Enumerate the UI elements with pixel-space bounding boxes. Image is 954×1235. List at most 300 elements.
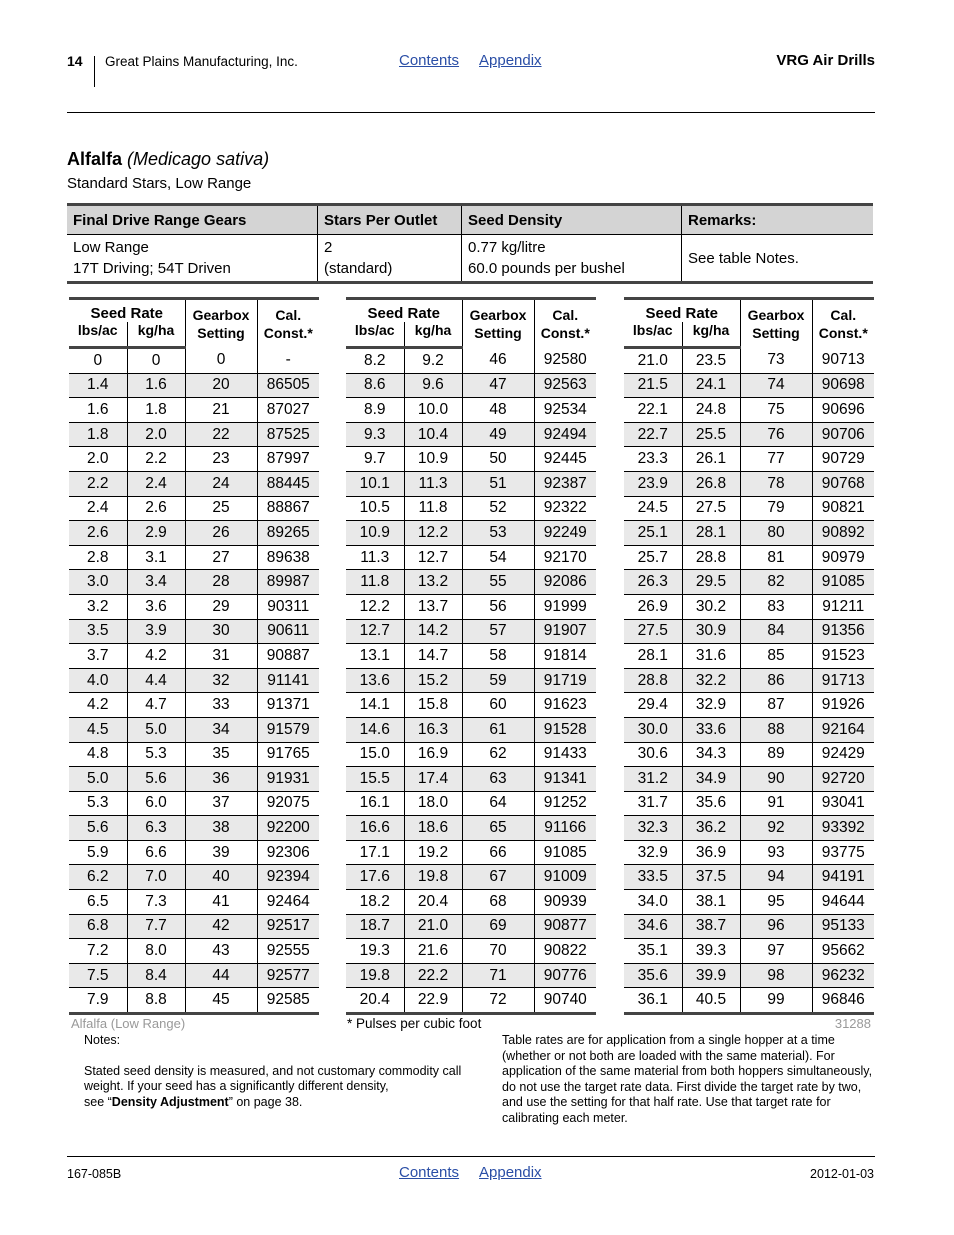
- kg-ha-cell: 22.2: [404, 963, 462, 988]
- cal-const-cell: 91579: [257, 717, 319, 742]
- table-row: [346, 570, 596, 595]
- table-row: [69, 767, 319, 792]
- kg-ha-cell: 2.4: [127, 471, 185, 496]
- kg-ha-cell: 32.9: [682, 693, 740, 718]
- table-row: [346, 865, 596, 890]
- gearbox-setting-cell: 39: [185, 840, 257, 865]
- density-adjustment-ref: Density Adjustment: [111, 1094, 229, 1109]
- gearbox-setting-cell: 47: [462, 373, 534, 398]
- table-row: [346, 619, 596, 644]
- footnote-pulses: * Pulses per cubic foot: [347, 1016, 482, 1031]
- table-row: [624, 717, 874, 742]
- lbs-ac-cell: 36.1: [637, 991, 668, 1009]
- table-row: [624, 914, 874, 939]
- lbs-ac-cell: 14.6: [346, 717, 404, 742]
- cal-const-cell: 92394: [257, 865, 319, 890]
- lbs-ac-cell: 4.8: [86, 745, 109, 763]
- table-row: [69, 816, 319, 841]
- table-row: [346, 594, 596, 619]
- table-row: [346, 545, 596, 570]
- lbs-ac-cell: 5.6: [69, 816, 127, 841]
- header-contents-link[interactable]: Contents: [399, 52, 460, 69]
- lbs-ac-cell: 2.8: [86, 548, 109, 566]
- cal-const-cell: 87997: [257, 447, 319, 472]
- lbs-ac-cell: 2.6: [69, 521, 127, 546]
- cal-const-header: Cal. Const.*: [812, 299, 874, 348]
- notes-left: [84, 1033, 474, 1110]
- table-row: [346, 373, 596, 398]
- cal-const-cell: 92720: [812, 767, 874, 792]
- gearbox-setting-cell: 49: [462, 422, 534, 447]
- cal-const-cell: 91211: [812, 594, 874, 619]
- crop-latin-name: (Medicago sativa): [127, 149, 270, 169]
- revision-date: 2012-01-03: [810, 1167, 874, 1181]
- kg-ha-cell: 25.5: [682, 422, 740, 447]
- cal-const-cell: 92580: [534, 348, 596, 374]
- gearbox-setting-cell: 72: [462, 988, 534, 1014]
- lbs-ac-cell: 8.6: [346, 373, 404, 398]
- gearbox-setting-cell: 52: [462, 496, 534, 521]
- cal-const-header: Cal. Const.*: [257, 299, 319, 348]
- table-row: [624, 742, 874, 767]
- table-row: [624, 496, 874, 521]
- gearbox-setting-cell: 24: [185, 471, 257, 496]
- table-row: [624, 471, 874, 496]
- table-row: [624, 865, 874, 890]
- lbs-ac-cell: 5.9: [86, 843, 109, 861]
- gearbox-setting-cell: 46: [462, 348, 534, 374]
- kg-ha-cell: 20.4: [404, 890, 462, 915]
- table-row: [346, 988, 596, 1014]
- gearbox-setting-cell: 95: [740, 890, 812, 915]
- table-row: [346, 693, 596, 718]
- gearbox-setting-cell: 31: [185, 644, 257, 669]
- kg-ha-cell: 7.7: [127, 914, 185, 939]
- cal-const-cell: 94644: [812, 890, 874, 915]
- cal-const-header: Cal. Const.*: [534, 299, 596, 348]
- table-row: [624, 890, 874, 915]
- table-row: [346, 890, 596, 915]
- cal-const-cell: 91814: [534, 644, 596, 669]
- table-row: [624, 570, 874, 595]
- cal-const-cell: 90311: [257, 594, 319, 619]
- gearbox-setting-cell: 68: [462, 890, 534, 915]
- cal-const-cell: 91141: [257, 668, 319, 693]
- kg-ha-cell: 9.2: [404, 348, 462, 374]
- cal-const-cell: 91528: [534, 717, 596, 742]
- cal-const-cell: 91009: [534, 865, 596, 890]
- lbs-ac-cell: 35.1: [637, 942, 668, 960]
- gearbox-setting-cell: 74: [740, 373, 812, 398]
- gearbox-setting-cell: 71: [462, 963, 534, 988]
- table-row: [346, 348, 596, 374]
- table-row: [69, 594, 319, 619]
- table-row: [624, 693, 874, 718]
- gearbox-setting-cell: 33: [185, 693, 257, 718]
- lbs-ac-cell: 30.0: [624, 717, 682, 742]
- gearbox-setting-cell: 45: [185, 988, 257, 1014]
- cal-const-cell: 91433: [534, 742, 596, 767]
- footer-appendix-link[interactable]: Appendix: [479, 1164, 542, 1181]
- lbs-ac-cell: 23.9: [624, 471, 682, 496]
- table-row: [346, 717, 596, 742]
- lbs-ac-cell: 7.5: [69, 963, 127, 988]
- cal-const-cell: 90740: [534, 988, 596, 1014]
- kg-ha-cell: 2.0: [127, 422, 185, 447]
- kg-ha-cell: 11.3: [404, 471, 462, 496]
- gearbox-setting-cell: 28: [185, 570, 257, 595]
- header-appendix-link[interactable]: Appendix: [479, 52, 542, 69]
- gearbox-setting-header: Gearbox Setting: [185, 299, 257, 348]
- cal-const-cell: 92585: [257, 988, 319, 1014]
- kg-ha-cell: 23.5: [682, 348, 740, 374]
- kg-ha-cell: 33.6: [682, 717, 740, 742]
- cal-const-cell: 92494: [534, 422, 596, 447]
- table-row: [346, 742, 596, 767]
- kg-ha-cell: 14.7: [404, 644, 462, 669]
- gearbox-setting-cell: 44: [185, 963, 257, 988]
- info-header-range: Final Drive Range Gears: [67, 205, 318, 235]
- lbs-ac-cell: 24.5: [637, 499, 668, 517]
- cal-const-cell: 91623: [534, 693, 596, 718]
- kg-ha-cell: 26.1: [682, 447, 740, 472]
- kg-ha-cell: 29.5: [682, 570, 740, 595]
- gearbox-setting-cell: 87: [740, 693, 812, 718]
- gearbox-setting-cell: 57: [462, 619, 534, 644]
- cal-const-cell: 91371: [257, 693, 319, 718]
- kg-ha-header: kg/ha: [127, 322, 185, 348]
- kg-ha-cell: 31.6: [682, 644, 740, 669]
- table-row: [624, 398, 874, 423]
- lbs-ac-cell: 12.2: [359, 597, 390, 615]
- cal-const-cell: 96232: [812, 963, 874, 988]
- gearbox-setting-cell: 54: [462, 545, 534, 570]
- gearbox-setting-cell: 37: [185, 791, 257, 816]
- header-rule: [67, 112, 875, 113]
- gearbox-setting-cell: 80: [740, 521, 812, 546]
- lbs-ac-cell: 3.5: [69, 619, 127, 644]
- lbs-ac-cell: 16.6: [346, 816, 404, 841]
- lbs-ac-cell: 26.3: [624, 570, 682, 595]
- lbs-ac-cell: 31.2: [624, 767, 682, 792]
- gearbox-setting-cell: 48: [462, 398, 534, 423]
- gearbox-setting-cell: 43: [185, 939, 257, 964]
- info-remarks-cell: See table Notes.: [682, 235, 874, 283]
- gearbox-setting-cell: 29: [185, 594, 257, 619]
- kg-ha-cell: 6.3: [127, 816, 185, 841]
- kg-ha-cell: 28.8: [682, 545, 740, 570]
- cal-const-cell: 92534: [534, 398, 596, 423]
- cal-const-cell: 91166: [534, 816, 596, 841]
- drive-info-table: [67, 203, 873, 284]
- kg-ha-cell: 19.8: [404, 865, 462, 890]
- cal-const-cell: 90611: [257, 619, 319, 644]
- table-row: [624, 963, 874, 988]
- rate-table-1: [69, 297, 319, 1015]
- gearbox-setting-cell: 30: [185, 619, 257, 644]
- lbs-ac-cell: 0: [93, 351, 103, 369]
- lbs-ac-header: lbs/ac: [69, 322, 127, 348]
- gearbox-setting-cell: 53: [462, 521, 534, 546]
- table-row: [346, 496, 596, 521]
- kg-ha-cell: 35.6: [682, 791, 740, 816]
- cal-const-cell: 91341: [534, 767, 596, 792]
- lbs-ac-cell: 18.7: [346, 914, 404, 939]
- info-header-density: Seed Density: [462, 205, 682, 235]
- lbs-ac-cell: 31.7: [637, 794, 668, 812]
- table-row: [69, 865, 319, 890]
- cal-const-cell: 91252: [534, 791, 596, 816]
- kg-ha-cell: 0: [127, 348, 185, 374]
- cal-const-cell: 90892: [812, 521, 874, 546]
- gearbox-setting-cell: 60: [462, 693, 534, 718]
- kg-ha-cell: 39.3: [682, 939, 740, 964]
- gearbox-setting-cell: 34: [185, 717, 257, 742]
- cal-const-cell: 90877: [534, 914, 596, 939]
- gearbox-setting-cell: 83: [740, 594, 812, 619]
- kg-ha-cell: 13.7: [404, 594, 462, 619]
- cal-const-cell: 92086: [534, 570, 596, 595]
- cal-const-cell: 91765: [257, 742, 319, 767]
- table-row: [346, 939, 596, 964]
- section-title: [67, 149, 269, 170]
- table-row: [69, 447, 319, 472]
- kg-ha-header: kg/ha: [682, 322, 740, 348]
- lbs-ac-cell: 19.3: [359, 942, 390, 960]
- gearbox-setting-cell: 86: [740, 668, 812, 693]
- lbs-ac-cell: 3.7: [86, 646, 109, 664]
- cal-const-cell: 92200: [257, 816, 319, 841]
- kg-ha-cell: 30.9: [682, 619, 740, 644]
- gearbox-setting-cell: 94: [740, 865, 812, 890]
- gearbox-setting-cell: 63: [462, 767, 534, 792]
- cal-const-cell: 92164: [812, 717, 874, 742]
- cal-const-cell: 91999: [534, 594, 596, 619]
- gearbox-setting-cell: 84: [740, 619, 812, 644]
- cal-const-cell: 95133: [812, 914, 874, 939]
- lbs-ac-cell: 6.8: [69, 914, 127, 939]
- notes-see-reference: [84, 1095, 474, 1111]
- crop-name: Alfalfa: [67, 149, 123, 169]
- table-row: [624, 939, 874, 964]
- table-row: [69, 742, 319, 767]
- lbs-ac-cell: 4.0: [69, 668, 127, 693]
- lbs-ac-cell: 4.5: [69, 717, 127, 742]
- cal-const-cell: 93041: [812, 791, 874, 816]
- table-row: [69, 398, 319, 423]
- lbs-ac-cell: 9.3: [346, 422, 404, 447]
- cal-const-cell: 92322: [534, 496, 596, 521]
- cal-const-cell: 91085: [534, 840, 596, 865]
- lbs-ac-cell: 23.3: [637, 450, 668, 468]
- cal-const-cell: 90729: [812, 447, 874, 472]
- cal-const-cell: 87525: [257, 422, 319, 447]
- gearbox-setting-cell: 93: [740, 840, 812, 865]
- gearbox-setting-cell: 91: [740, 791, 812, 816]
- lbs-ac-cell: 2.2: [69, 471, 127, 496]
- cal-const-cell: 92563: [534, 373, 596, 398]
- cal-const-cell: 92249: [534, 521, 596, 546]
- gearbox-setting-cell: 32: [185, 668, 257, 693]
- table-row: [346, 816, 596, 841]
- lbs-ac-cell: 11.3: [360, 548, 390, 566]
- kg-ha-cell: 24.1: [682, 373, 740, 398]
- kg-ha-cell: 36.2: [682, 816, 740, 841]
- gearbox-setting-header: Gearbox Setting: [462, 299, 534, 348]
- kg-ha-cell: 6.6: [127, 840, 185, 865]
- table-row: [69, 521, 319, 546]
- gearbox-setting-cell: 62: [462, 742, 534, 767]
- lbs-ac-cell: 26.9: [637, 597, 668, 615]
- gearbox-setting-cell: 36: [185, 767, 257, 792]
- table-row: [69, 939, 319, 964]
- seed-rate-header: Seed Rate: [90, 305, 164, 322]
- table-row: [69, 717, 319, 742]
- lbs-ac-cell: 13.1: [359, 646, 390, 664]
- lbs-ac-cell: 22.7: [624, 422, 682, 447]
- seed-rate-header: Seed Rate: [645, 305, 719, 322]
- table-row: [69, 422, 319, 447]
- kg-ha-cell: 16.3: [404, 717, 462, 742]
- header-divider: [94, 56, 95, 87]
- info-density-line2: 60.0 pounds per bushel: [468, 260, 625, 277]
- kg-ha-cell: 8.8: [127, 988, 185, 1014]
- cal-const-cell: 90776: [534, 963, 596, 988]
- cal-const-cell: 91356: [812, 619, 874, 644]
- cal-const-cell: 95662: [812, 939, 874, 964]
- cal-const-cell: 92577: [257, 963, 319, 988]
- table-row: [69, 988, 319, 1014]
- kg-ha-cell: 24.8: [682, 398, 740, 423]
- lbs-ac-cell: 35.6: [624, 963, 682, 988]
- lbs-ac-cell: 27.5: [624, 619, 682, 644]
- kg-ha-cell: 4.2: [127, 644, 185, 669]
- lbs-ac-cell: 33.5: [624, 865, 682, 890]
- cal-const-cell: 92170: [534, 545, 596, 570]
- kg-ha-cell: 11.8: [404, 496, 462, 521]
- cal-const-cell: 90713: [812, 348, 874, 374]
- cal-const-cell: 92555: [257, 939, 319, 964]
- gearbox-setting-cell: 27: [185, 545, 257, 570]
- kg-ha-cell: 21.6: [404, 939, 462, 964]
- lbs-ac-cell: 28.1: [637, 646, 668, 664]
- cal-const-cell: 93392: [812, 816, 874, 841]
- rate-table-2: [346, 297, 596, 1015]
- lbs-ac-cell: 32.3: [624, 816, 682, 841]
- kg-ha-cell: 1.8: [127, 398, 185, 423]
- kg-ha-cell: 13.2: [404, 570, 462, 595]
- kg-ha-cell: 5.3: [127, 742, 185, 767]
- table-row: [624, 816, 874, 841]
- lbs-ac-cell: 16.1: [359, 794, 390, 812]
- info-header-stars: Stars Per Outlet: [318, 205, 462, 235]
- kg-ha-header: kg/ha: [404, 322, 462, 348]
- lbs-ac-cell: 21.5: [624, 373, 682, 398]
- page-number: 14: [67, 53, 83, 69]
- cal-const-cell: 90821: [812, 496, 874, 521]
- lbs-ac-cell: 34.0: [637, 892, 668, 910]
- kg-ha-cell: 3.6: [127, 594, 185, 619]
- table-row: [346, 398, 596, 423]
- gearbox-setting-cell: 75: [740, 398, 812, 423]
- cal-const-cell: 92464: [257, 890, 319, 915]
- document-number: 167-085B: [67, 1167, 122, 1181]
- gearbox-setting-cell: 81: [740, 545, 812, 570]
- kg-ha-cell: 28.1: [682, 521, 740, 546]
- lbs-ac-cell: 7.9: [86, 991, 109, 1009]
- cal-const-cell: 96846: [812, 988, 874, 1014]
- table-row: [69, 570, 319, 595]
- cal-const-cell: 89638: [257, 545, 319, 570]
- table-row: [69, 914, 319, 939]
- lbs-ac-cell: 20.4: [359, 991, 390, 1009]
- lbs-ac-cell: 1.6: [86, 400, 109, 418]
- notes-title: Notes:: [84, 1033, 121, 1047]
- lbs-ac-cell: 6.5: [86, 892, 109, 910]
- table-row: [69, 471, 319, 496]
- kg-ha-cell: 34.9: [682, 767, 740, 792]
- lbs-ac-cell: 1.4: [69, 373, 127, 398]
- lbs-ac-cell: 13.6: [346, 668, 404, 693]
- table-row: [624, 668, 874, 693]
- table-row: [346, 447, 596, 472]
- rate-table-3: [624, 297, 874, 1015]
- kg-ha-cell: 5.6: [127, 767, 185, 792]
- gearbox-setting-cell: 97: [740, 939, 812, 964]
- lbs-ac-cell: 15.0: [359, 745, 390, 763]
- cal-const-cell: 91926: [812, 693, 874, 718]
- gearbox-setting-cell: 0: [185, 348, 257, 374]
- cal-const-cell: 94191: [812, 865, 874, 890]
- cal-const-cell: 91719: [534, 668, 596, 693]
- table-row: [624, 348, 874, 374]
- cal-const-cell: 91907: [534, 619, 596, 644]
- table-row: [69, 373, 319, 398]
- lbs-ac-cell: 10.9: [346, 521, 404, 546]
- kg-ha-cell: 8.0: [127, 939, 185, 964]
- gearbox-setting-cell: 50: [462, 447, 534, 472]
- gearbox-setting-cell: 55: [462, 570, 534, 595]
- footer-contents-link[interactable]: Contents: [399, 1164, 460, 1181]
- cal-const-cell: 90979: [812, 545, 874, 570]
- gearbox-setting-cell: 59: [462, 668, 534, 693]
- kg-ha-cell: 18.6: [404, 816, 462, 841]
- kg-ha-cell: 15.2: [404, 668, 462, 693]
- table-row: [69, 545, 319, 570]
- kg-ha-cell: 6.0: [127, 791, 185, 816]
- kg-ha-cell: 5.0: [127, 717, 185, 742]
- lbs-ac-cell: 21.0: [637, 351, 668, 369]
- cal-const-cell: 88867: [257, 496, 319, 521]
- gearbox-setting-cell: 88: [740, 717, 812, 742]
- lbs-ac-header: lbs/ac: [624, 322, 682, 348]
- cal-const-cell: 89987: [257, 570, 319, 595]
- cal-const-cell: 90939: [534, 890, 596, 915]
- kg-ha-cell: 14.2: [404, 619, 462, 644]
- lbs-ac-cell: 2.0: [86, 450, 109, 468]
- lbs-ac-cell: 1.8: [69, 422, 127, 447]
- table-row: [69, 668, 319, 693]
- notes-right: Table rates are for application from a single hopper at a time (whether or not both are loaded with the same material). For application of the same material from both hoppers simultaneously, do not use the target rate data. First divide the target rate by two, and use the setting for that half rate. Use that target rate for calibrating each meter.: [502, 1033, 873, 1125]
- gearbox-setting-cell: 99: [740, 988, 812, 1014]
- lbs-ac-cell: 30.6: [637, 745, 668, 763]
- kg-ha-cell: 21.0: [404, 914, 462, 939]
- footer-rule: [67, 1156, 875, 1157]
- gearbox-setting-cell: 58: [462, 644, 534, 669]
- cal-const-cell: 92445: [534, 447, 596, 472]
- gearbox-setting-cell: 40: [185, 865, 257, 890]
- kg-ha-cell: 36.9: [682, 840, 740, 865]
